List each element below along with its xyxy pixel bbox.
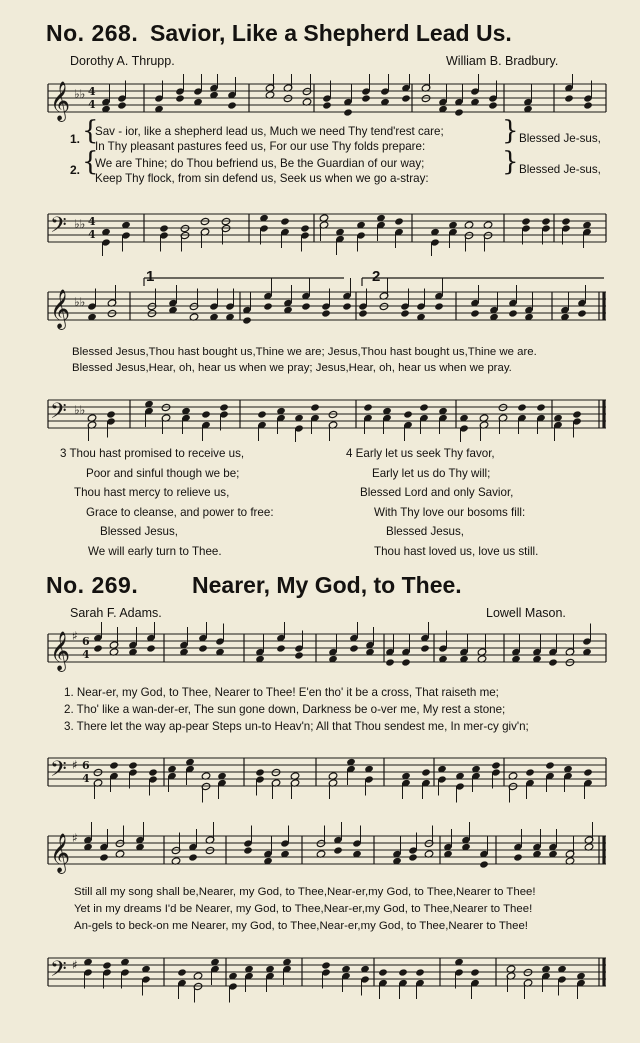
note-head [343,108,353,116]
svg-text:4: 4 [88,98,96,111]
note-head [300,224,310,232]
note-head [321,961,331,969]
note-head [583,768,593,776]
note-head [400,309,410,317]
svg-text:♭♭: ♭♭ [74,217,86,231]
hymn-268-system-2-bass-staff [44,382,610,442]
note-head [322,101,332,109]
note-head [525,768,535,776]
note-head [242,316,252,324]
hymn-268-first-ending-label: 1 [146,268,155,285]
hymn-269-system-2-treble-staff [44,822,610,884]
note-head [434,302,444,310]
note-head [548,658,558,666]
hymn-268-blessed-1: Blessed Je-sus, [519,132,601,145]
svg-text:𝄞: 𝄞 [50,631,71,671]
note-head [257,410,267,418]
note-head [102,961,112,969]
svg-text:𝄞: 𝄞 [50,833,71,873]
hymn-268-blessed-2: Blessed Je-sus, [519,163,601,176]
svg-text:4: 4 [88,228,96,241]
note-head [513,853,523,861]
stanza-3-line-3: Thou hast mercy to relieve us, [74,486,230,499]
hymn-268-verse-1-brace: { [82,116,99,146]
note-head [333,846,343,854]
stanza-4-line-6: Thou hast loved us, love us still. [374,544,539,558]
hymn-268-verse-1-close-brace: } [502,116,519,146]
stanza-4-line-1: 4 Early let us seek Thy favor, [346,447,495,460]
hymn-269-verse-2: 2. Tho' like a wan-der-er, The sun gone down, Darkness be o-ver me, My rest a stone; [64,703,506,716]
hymn-269-system-2-bass-staff [44,940,610,1006]
stanza-3-line-1: 3 Thou hast promised to receive us, [60,447,245,460]
note-head [415,968,425,976]
hymn-268-verse-2-line-2: Keep Thy flock, from sin defend us, Seek us when we go a-stray: [95,172,429,185]
hymn-268-verse-2-close-brace: } [502,147,519,177]
hymn-269-refrain-3: An-gels to beck-on me Nearer, my God, to Thee,Near-er,my God, to Thee,Nearer to Thee! [74,920,528,932]
stanza-3-line-5: Blessed Jesus, [100,525,178,538]
svg-text:6: 6 [82,635,90,648]
hymn-268-system-1-bass-staff [44,196,610,256]
stanza-3-line-2: Poor and sinful though we be; [86,466,240,480]
note-head [385,658,395,666]
hymn-268-verse-2-brace: { [82,147,99,177]
hymn-268-verse-2-line-1: We are Thine; do Thou befriend us, Be the Guardian of our way; [95,157,425,170]
note-head [454,108,464,116]
note-head [541,217,551,225]
svg-text:𝄞: 𝄞 [50,81,71,121]
note-head [419,403,429,411]
svg-text:𝄢: 𝄢 [50,213,67,243]
note-head [106,410,116,418]
note-head [349,644,359,652]
svg-text:♯: ♯ [72,831,78,845]
note-head [545,761,555,769]
hymn-268-author: Dorothy A. Thrupp. [70,54,175,68]
note-head [398,968,408,976]
note-head [361,94,371,102]
hymn-268-system-2-treble-staff [44,272,610,342]
note-head [470,309,480,317]
note-head [93,644,103,652]
note-head [394,217,404,225]
svg-text:𝄢: 𝄢 [50,399,67,429]
note-head [310,403,320,411]
hymn-268-composer: William B. Bradbury. [446,54,559,68]
note-head [219,403,229,411]
hymn-269-verse-1: 1. Near-er, my God, to Thee, Nearer to Thee! E'en tho' it be a cross, That raiseth me; [64,686,499,699]
hymn-268-verse-1-line-2: In Thy pleasant pastures feed us, For our use Thy folds prepare: [95,140,426,153]
hymn-269-system-1-bass-staff [44,740,610,806]
hymn-268-second-ending-label: 2 [372,268,381,285]
note-head [342,302,352,310]
hymn-269-refrain-1: Still all my song shall be,Nearer, my God, to Thee,Near-er,my God, to Thee,Nearer to Thee! [74,886,536,898]
note-head [177,968,187,976]
note-head [401,94,411,102]
note-head [403,410,413,418]
note-head [508,309,518,317]
note-head [491,761,501,769]
stanza-4-line-2: Early let us do Thy will; [372,466,491,480]
note-head [263,302,273,310]
svg-text:♯: ♯ [72,758,78,772]
hymn-269-composer: Lowell Mason. [486,606,566,620]
note-head [470,968,480,976]
note-head [148,768,158,776]
stanza-3-line-4: Grace to cleanse, and power to free: [86,505,274,519]
svg-text:4: 4 [82,648,90,661]
note-head [159,224,169,232]
note-head [227,101,237,109]
note-head [255,768,265,776]
note-head [536,403,546,411]
hymn-268-stanza-3 [60,444,274,561]
note-head [363,403,373,411]
hymn-268-verse-2-number: 2. [70,163,81,177]
hymn-269-verse-3: 3. There let the way ap-pear Steps un-to Heav'n; All that Thou sendest me, In mer-cy giv'n; [64,720,529,733]
svg-text:4: 4 [82,772,90,785]
note-head [198,644,208,652]
hymn-268-verse-1-number: 1. [70,132,81,146]
note-head [280,217,290,225]
note-head [146,644,156,652]
svg-text:6: 6 [82,759,90,772]
hymn-268-verse-1-line-1: Sav - ior, like a shepherd lead us, Much we need Thy tend'rest care; [95,125,444,138]
note-head [408,853,418,861]
note-head [128,761,138,769]
note-head [561,217,571,225]
note-head [378,968,388,976]
note-head [301,302,311,310]
hymn-269-author: Sarah F. Adams. [70,606,162,620]
svg-text:♯: ♯ [72,629,78,643]
hymn-269-number: No. 269. [46,572,139,598]
note-head [564,94,574,102]
hymn-269-refrain-2: Yet in my dreams I'd be Nearer, my God, to Thee,Near-er,my God, to Thee,Nearer to Thee! [74,903,533,915]
note-head [188,853,198,861]
note-head [421,768,431,776]
hymn-269-system-1-treble-staff [44,622,610,684]
note-head [420,644,430,652]
note-head [243,846,253,854]
svg-text:4: 4 [88,215,96,228]
stanza-3-line-6: We will early turn to Thee. [88,544,222,558]
svg-text:♭♭: ♭♭ [74,87,86,101]
note-head [321,309,331,317]
note-head [517,403,527,411]
svg-text:♭♭: ♭♭ [74,403,86,417]
hymn-268-number: No. 268. [46,20,139,46]
hymn-268-stanza-4 [346,444,538,561]
hymn-269-title: Nearer, My God, to Thee. [192,572,462,598]
note-head [358,309,368,317]
svg-text:♭♭: ♭♭ [74,295,86,309]
svg-text:4: 4 [88,85,96,98]
note-head [583,101,593,109]
note-head [577,309,587,317]
hymn-268-refrain-line-1: Blessed Jesus,Thou hast bought us,Thine we are; Jesus,Thou hast bought us,Thine we are. [72,346,537,358]
note-head [175,94,185,102]
note-head [572,410,582,418]
note-head [201,410,211,418]
note-head [109,761,119,769]
note-head [99,853,109,861]
stanza-4-line-5: Blessed Jesus, [386,525,464,538]
note-head [294,651,304,659]
note-head [488,101,498,109]
hymn-268-system-1-treble-staff [44,74,610,126]
svg-text:♯: ♯ [72,958,78,972]
svg-text:𝄞: 𝄞 [50,289,71,329]
hymn-268-refrain-line-2: Blessed Jesus,Hear, oh, hear us when we pray; Jesus,Hear, oh, hear us when we pray. [72,362,512,374]
svg-text:𝄢: 𝄢 [50,957,67,987]
svg-text:𝄢: 𝄢 [50,757,67,787]
note-head [276,644,286,652]
note-head [401,658,411,666]
note-head [479,860,489,868]
note-head [117,101,127,109]
hymn-268-title: Savior, Like a Shepherd Lead Us. [150,20,512,46]
stanza-4-line-4: With Thy love our bosoms fill: [374,505,526,519]
note-head [521,217,531,225]
stanza-4-line-3: Blessed Lord and only Savior, [360,486,514,499]
